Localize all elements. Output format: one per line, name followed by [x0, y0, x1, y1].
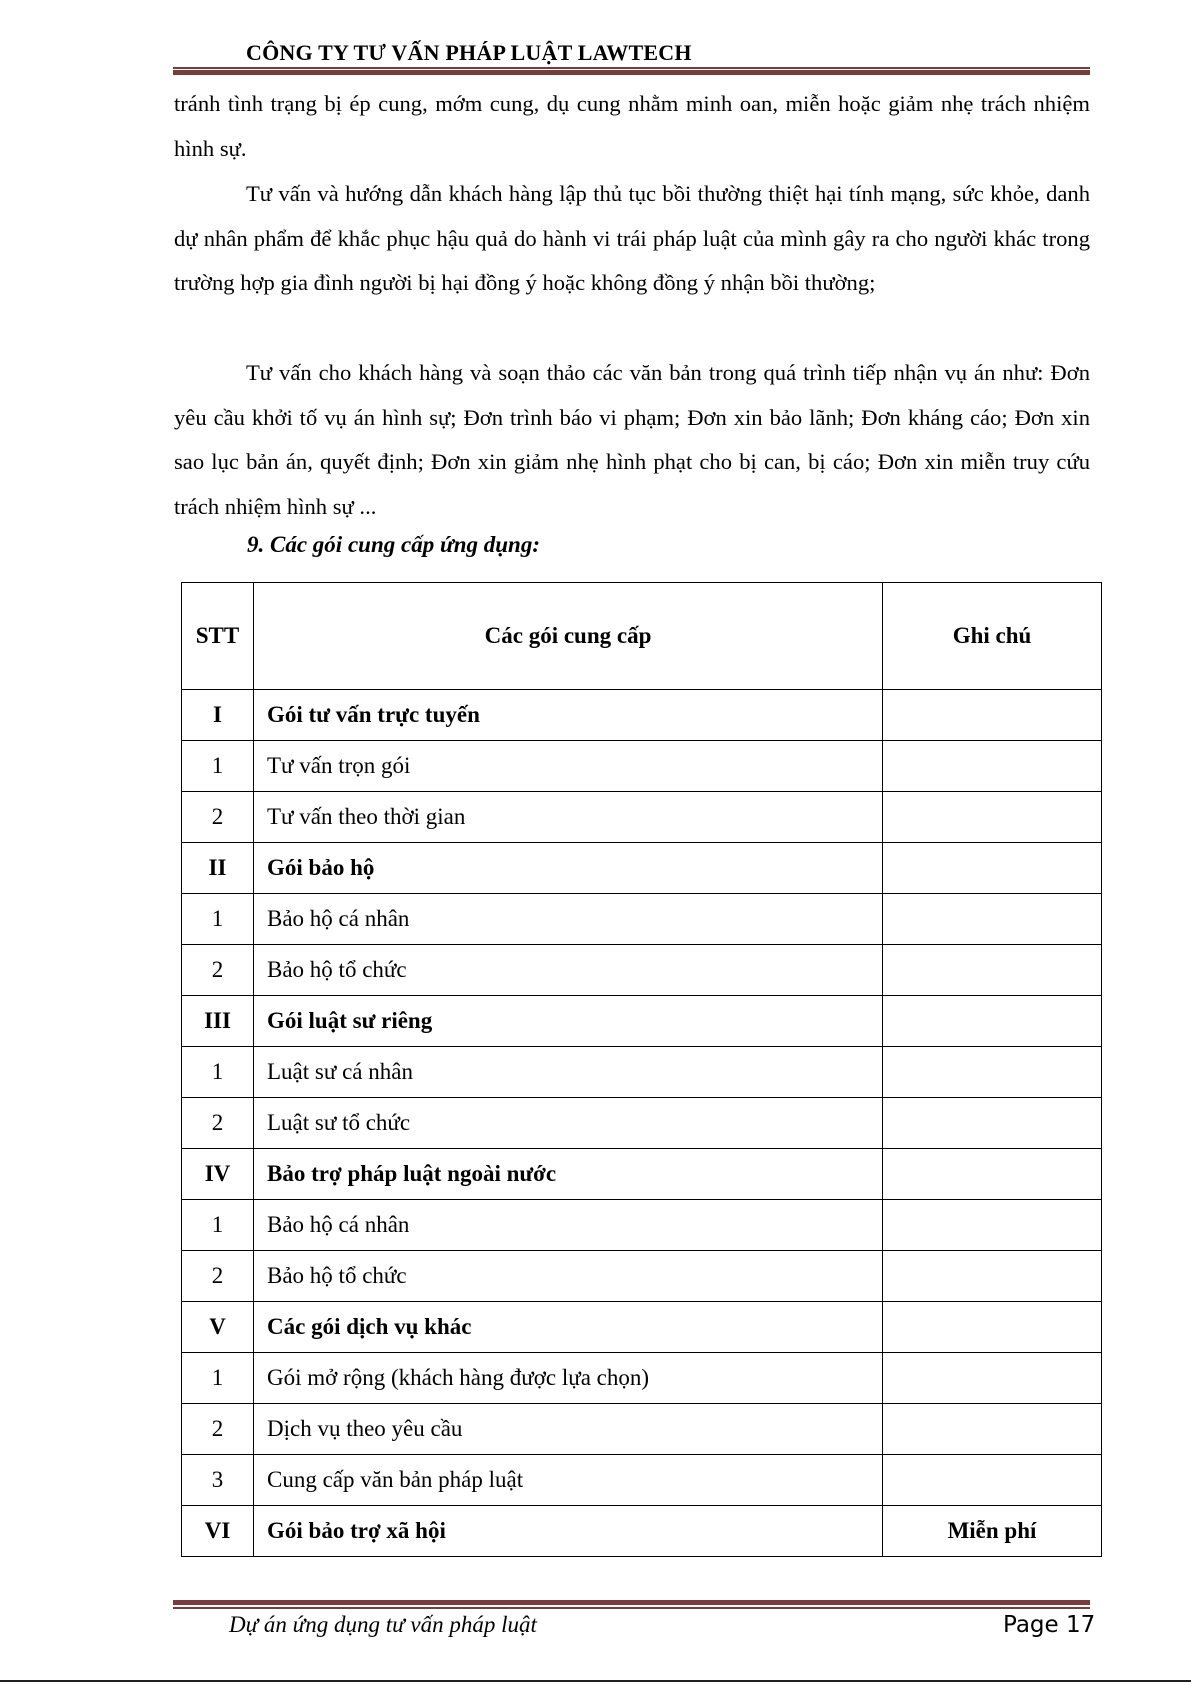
table-row	[182, 1506, 1102, 1557]
footer-rule-thin	[173, 1607, 1090, 1609]
header-company-name: CÔNG TY TƯ VẤN PHÁP LUẬT LAWTECH	[246, 40, 692, 65]
header-rule-thin	[173, 67, 1090, 69]
cell-stt: 1	[182, 1047, 254, 1098]
cell-stt: 2	[182, 792, 254, 843]
table-row	[182, 1047, 1102, 1098]
cell-name: Gói mở rộng (khách hàng được lựa chọn)	[254, 1353, 883, 1404]
cell-note	[883, 1455, 1102, 1506]
cell-stt: 3	[182, 1455, 254, 1506]
cell-name: Gói bảo trợ xã hội	[254, 1506, 883, 1557]
table-row	[182, 1404, 1102, 1455]
table-row	[182, 1353, 1102, 1404]
cell-name: Luật sư tổ chức	[254, 1098, 883, 1149]
cell-stt: III	[182, 996, 254, 1047]
header-rule-thick	[173, 70, 1090, 75]
header-stt: STT	[182, 583, 254, 690]
cell-note	[883, 996, 1102, 1047]
cell-name: Gói tư vấn trực tuyến	[254, 690, 883, 741]
cell-name: Dịch vụ theo yêu cầu	[254, 1404, 883, 1455]
table-row	[182, 1302, 1102, 1353]
table-row	[182, 945, 1102, 996]
cell-note	[883, 1353, 1102, 1404]
cell-note	[883, 843, 1102, 894]
paragraph-3-text: Tư vấn cho khách hàng và soạn thảo các văn bản trong quá trình tiếp nhận vụ án như: Đơn yêu cầu khởi tố vụ án hình sự; Đơn trình báo vi phạm; Đơn xin bảo lãnh; Đơn kháng cáo; Đơn xin sao lục bản án, quyết định; Đơn xin giảm nhẹ hình phạt cho bị can, bị cáo; Đơn xin miễn truy cứu trách nhiệm hình sự ...	[174, 360, 1090, 519]
cell-stt: I	[182, 690, 254, 741]
cell-note	[883, 945, 1102, 996]
cell-note	[883, 1302, 1102, 1353]
cell-name: Bảo hộ tổ chức	[254, 1251, 883, 1302]
table-row	[182, 741, 1102, 792]
table-row	[182, 1098, 1102, 1149]
footer-project-name: Dự án ứng dụng tư vấn pháp luật	[229, 1612, 537, 1637]
header-packages: Các gói cung cấp	[254, 583, 883, 690]
table-row	[182, 1149, 1102, 1200]
cell-name: Tư vấn theo thời gian	[254, 792, 883, 843]
cell-name: Tư vấn trọn gói	[254, 741, 883, 792]
cell-name: Luật sư cá nhân	[254, 1047, 883, 1098]
cell-stt: 1	[182, 894, 254, 945]
paragraph-2	[174, 172, 1090, 306]
table-row	[182, 894, 1102, 945]
table-row	[182, 1251, 1102, 1302]
section-heading: 9. Các gói cung cấp ứng dụng:	[247, 532, 541, 557]
footer-page-number: Page 17	[1003, 1612, 1096, 1638]
cell-stt: 2	[182, 1251, 254, 1302]
cell-name: Bảo hộ cá nhân	[254, 894, 883, 945]
paragraph-1: tránh tình trạng bị ép cung, mớm cung, dụ cung nhằm minh oan, miễn hoặc giảm nhẹ trách nhiệm hình sự.	[174, 91, 1090, 161]
cell-stt: V	[182, 1302, 254, 1353]
cell-stt: II	[182, 843, 254, 894]
table-row	[182, 843, 1102, 894]
cell-note	[883, 1251, 1102, 1302]
paragraph-2-text: Tư vấn và hướng dẫn khách hàng lập thủ tục bồi thường thiệt hại tính mạng, sức khỏe, danh dự nhân phẩm để khắc phục hậu quả do hành vi trái pháp luật của mình gây ra cho người khác trong trường hợp gia đình người bị hại đồng ý hoặc không đồng ý nhận bồi thường;	[174, 181, 1090, 295]
cell-note	[883, 690, 1102, 741]
cell-name: Bảo hộ tổ chức	[254, 945, 883, 996]
table-header-row	[182, 583, 1102, 690]
cell-note	[883, 741, 1102, 792]
footer-rule-thick	[173, 1600, 1090, 1605]
cell-note	[883, 894, 1102, 945]
table-row	[182, 1455, 1102, 1506]
packages-table	[181, 582, 1102, 1557]
cell-name: Bảo hộ cá nhân	[254, 1200, 883, 1251]
cell-stt: 1	[182, 1353, 254, 1404]
cell-stt: 2	[182, 945, 254, 996]
cell-note	[883, 1200, 1102, 1251]
cell-note	[883, 1098, 1102, 1149]
cell-stt: IV	[182, 1149, 254, 1200]
cell-name: Bảo trợ pháp luật ngoài nước	[254, 1149, 883, 1200]
cell-name: Gói bảo hộ	[254, 843, 883, 894]
cell-stt: 2	[182, 1098, 254, 1149]
cell-stt: VI	[182, 1506, 254, 1557]
header-note: Ghi chú	[883, 583, 1102, 690]
cell-name: Gói luật sư riêng	[254, 996, 883, 1047]
cell-note	[883, 1149, 1102, 1200]
page-bottom-edge	[0, 1680, 1191, 1682]
cell-name: Các gói dịch vụ khác	[254, 1302, 883, 1353]
cell-note	[883, 792, 1102, 843]
cell-stt: 1	[182, 741, 254, 792]
cell-note	[883, 1404, 1102, 1455]
cell-stt: 2	[182, 1404, 254, 1455]
cell-stt: 1	[182, 1200, 254, 1251]
cell-note	[883, 1047, 1102, 1098]
table-row	[182, 690, 1102, 741]
table-row	[182, 1200, 1102, 1251]
cell-note: Miễn phí	[883, 1506, 1102, 1557]
table-row	[182, 996, 1102, 1047]
paragraph-3	[174, 351, 1090, 529]
table-row	[182, 792, 1102, 843]
cell-name: Cung cấp văn bản pháp luật	[254, 1455, 883, 1506]
